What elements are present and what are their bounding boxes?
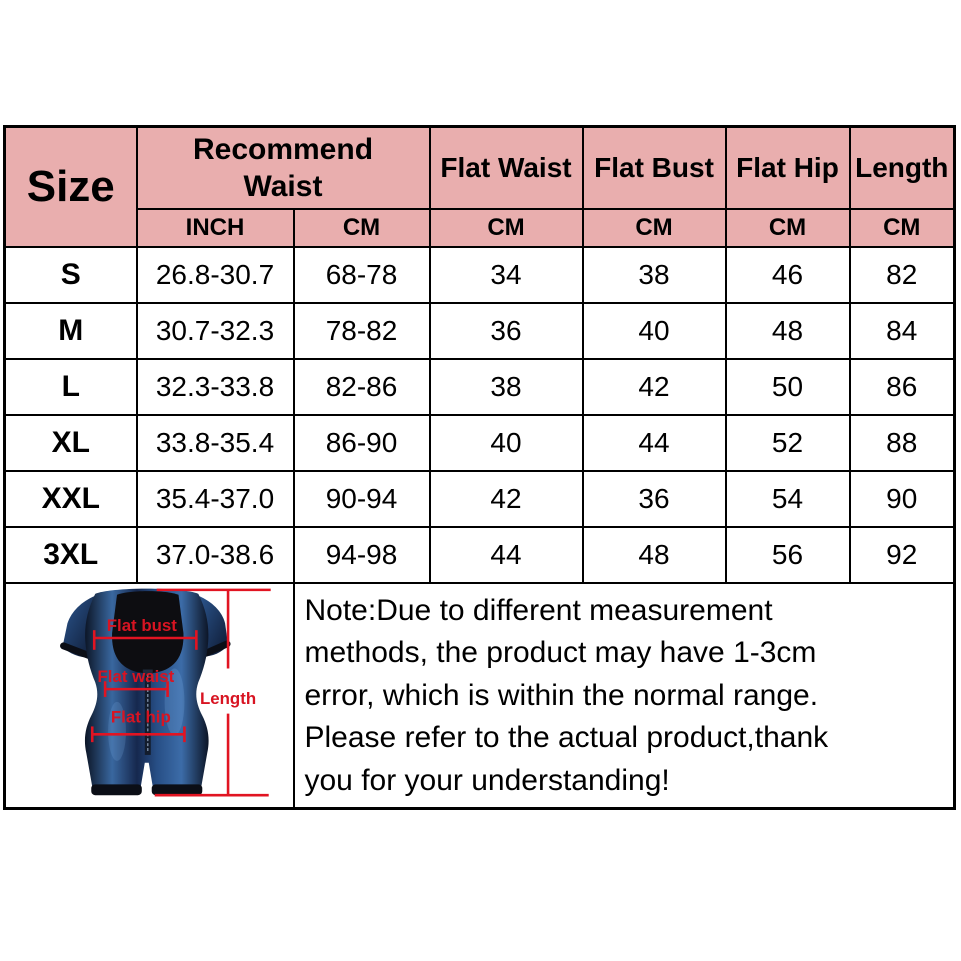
unit-cm-header: CM [430, 209, 583, 247]
table-row-m [5, 303, 955, 359]
flat-bust-value: 42 [583, 359, 726, 415]
flat-waist-annotation: Flat waist [97, 666, 175, 686]
unit-cm-header: CM [583, 209, 726, 247]
size-label: XL [5, 415, 137, 471]
table-row-s [5, 247, 955, 303]
table-row-l [5, 359, 955, 415]
unit-cm-header: CM [294, 209, 430, 247]
note-line: you for your understanding! [304, 763, 670, 797]
flat-hip-value: 46 [726, 247, 850, 303]
flat-hip-annotation: Flat hip [110, 707, 171, 726]
length-value: 88 [850, 415, 955, 471]
size-chart-table [3, 125, 956, 810]
size-label: L [5, 359, 137, 415]
recommend-inch-value: 35.4-37.0 [137, 471, 294, 527]
recommend-inch-value: 37.0-38.6 [137, 527, 294, 583]
flat-waist-value: 42 [430, 471, 583, 527]
size-label: S [5, 247, 137, 303]
flat-waist-value: 36 [430, 303, 583, 359]
flat-waist-value: 38 [430, 359, 583, 415]
recommend-cm-value: 78-82 [294, 303, 430, 359]
recommend-cm-value: 82-86 [294, 359, 430, 415]
length-header: Length [850, 127, 955, 209]
note-line: Please refer to the actual product,thank [304, 721, 829, 754]
table-row-3xl [5, 527, 955, 583]
recommend-cm-value: 86-90 [294, 415, 430, 471]
unit-inch-header: INCH [137, 209, 294, 247]
length-value: 90 [850, 471, 955, 527]
length-value: 92 [850, 527, 955, 583]
table-row-xl [5, 415, 955, 471]
right-leg-hem [152, 784, 203, 795]
unit-cm-header: CM [726, 209, 850, 247]
flat-bust-header: Flat Bust [583, 127, 726, 209]
flat-hip-value: 48 [726, 303, 850, 359]
length-value: 86 [850, 359, 955, 415]
length-annotation: Length [199, 688, 257, 708]
note-text [295, 584, 954, 803]
recommend-inch-value: 33.8-35.4 [137, 415, 294, 471]
flat-hip-value: 50 [726, 359, 850, 415]
size-label: M [5, 303, 137, 359]
flat-hip-value: 54 [726, 471, 850, 527]
unit-cm-header: CM [850, 209, 955, 247]
length-value: 82 [850, 247, 955, 303]
size-label: 3XL [5, 527, 137, 583]
flat-bust-annotation: Flat bust [106, 615, 177, 635]
recommend-cm-value: 94-98 [294, 527, 430, 583]
flat-waist-header: Flat Waist [430, 127, 583, 209]
flat-bust-value: 44 [583, 415, 726, 471]
note-line: methods, the product may have 1-3cm [304, 636, 817, 669]
recommend-waist-header-label: Recommend Waist [192, 132, 374, 203]
size-label: XXL [5, 471, 137, 527]
recommend-cm-value: 90-94 [294, 471, 430, 527]
flat-waist-value: 40 [430, 415, 583, 471]
flat-bust-value: 40 [583, 303, 726, 359]
recommend-inch-value: 26.8-30.7 [137, 247, 294, 303]
bodysuit-measurement-figure [6, 584, 293, 806]
size-column-header: Size [5, 127, 137, 247]
note-cell [294, 583, 955, 809]
note-line: Note:Due to different measurement [304, 593, 773, 627]
note-line: error, which is within the normal range. [304, 678, 819, 712]
flat-waist-value: 34 [430, 247, 583, 303]
flat-bust-value: 38 [583, 247, 726, 303]
flat-bust-value: 36 [583, 471, 726, 527]
recommend-inch-value: 30.7-32.3 [137, 303, 294, 359]
flat-hip-header: Flat Hip [726, 127, 850, 209]
recommend-inch-value: 32.3-33.8 [137, 359, 294, 415]
flat-bust-value: 48 [583, 527, 726, 583]
recommend-cm-value: 68-78 [294, 247, 430, 303]
left-leg-hem [91, 784, 142, 795]
recommend-waist-header [137, 127, 430, 209]
flat-hip-value: 52 [726, 415, 850, 471]
length-value: 84 [850, 303, 955, 359]
table-row-xxl [5, 471, 955, 527]
flat-hip-value: 56 [726, 527, 850, 583]
measurement-figure-cell [5, 583, 294, 809]
bodysuit-illustration [6, 584, 293, 806]
flat-waist-value: 44 [430, 527, 583, 583]
